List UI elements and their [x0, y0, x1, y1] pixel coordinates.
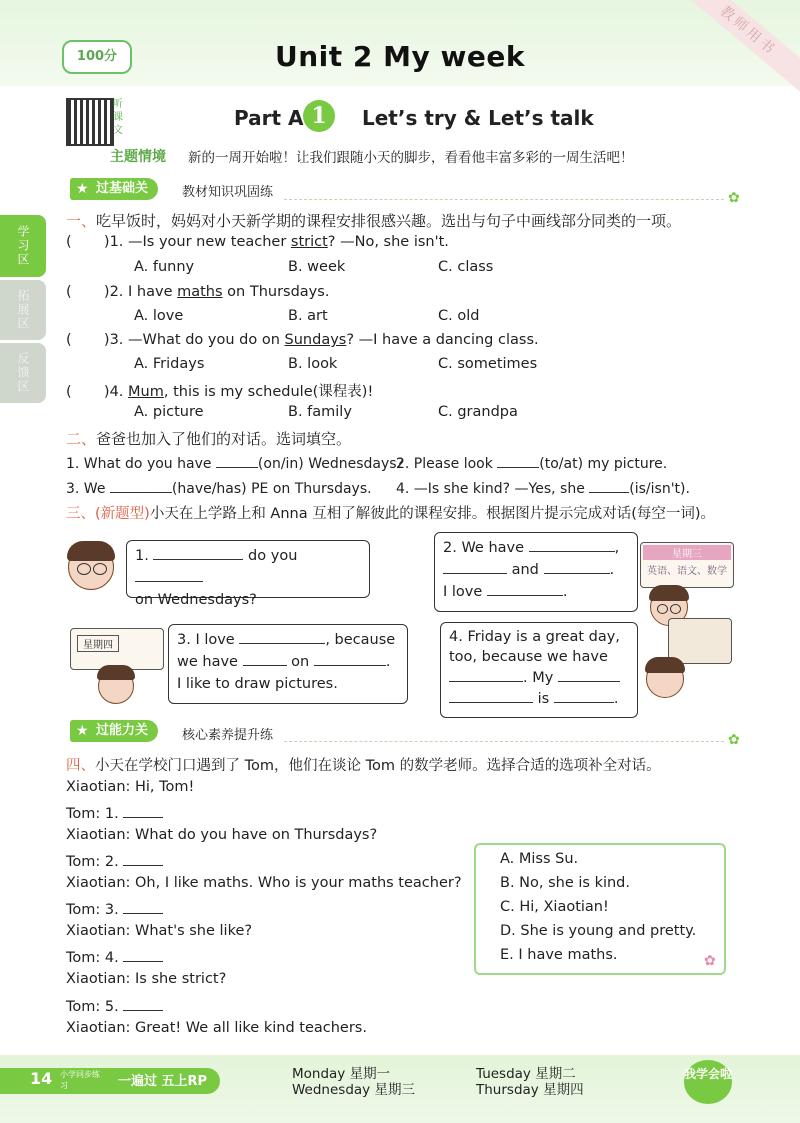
fill-blank[interactable]: [110, 478, 172, 493]
q1-4-option-b[interactable]: B. family: [288, 404, 352, 420]
speech-bubble-2: 2. We have , and . I love .: [434, 532, 638, 612]
option-a[interactable]: A. Miss Su.: [500, 851, 579, 867]
fill-blank[interactable]: [314, 651, 386, 666]
theme-text: 新的一周开始啦！让我们跟随小天的脚步，看看他丰富多彩的一周生活吧！: [188, 150, 634, 166]
answer-bracket[interactable]: (: [66, 234, 104, 250]
dialogue-line-3: Xiaotian: What do you have on Thursdays?: [66, 827, 378, 843]
qr-label: 听课文: [113, 99, 123, 136]
side-tab-feedback[interactable]: 反馈区: [0, 343, 46, 403]
answer-bracket[interactable]: (: [66, 284, 104, 300]
fill-blank[interactable]: [497, 453, 539, 468]
q1-item-4: ( )4. Mum, this is my schedule(课程表)!: [66, 384, 374, 400]
teacher-edition-stamp: 教师用书: [678, 0, 800, 92]
star-icon: ★: [76, 181, 89, 197]
q1-heading: 一、吃早饭时，妈妈对小天新学期的课程安排很感兴趣。选出与句子中画线部分同类的一项。: [66, 212, 682, 230]
part-title: Let’s try & Let’s talk: [362, 106, 594, 130]
fill-blank[interactable]: [529, 537, 615, 552]
speech-bubble-1: 1. do you on Wednesdays?: [126, 540, 370, 598]
vocab-monday: Monday 星期一: [292, 1066, 391, 1082]
q1-3-option-c[interactable]: C. sometimes: [438, 356, 538, 372]
fill-blank[interactable]: [123, 996, 163, 1011]
dialogue-line-1: Xiaotian: Hi, Tom!: [66, 779, 195, 795]
side-tab-extend[interactable]: 拓展区: [0, 280, 46, 340]
qr-code-icon[interactable]: [66, 98, 114, 146]
option-c[interactable]: C. Hi, Xiaotian!: [500, 899, 609, 915]
q2-line-1: 1. What do you have (on/in) Wednesdays?: [66, 453, 404, 472]
section-ability-tag: ★ 过能力关: [70, 720, 158, 742]
dialogue-line-7: Xiaotian: What's she like?: [66, 923, 253, 939]
q2-line-2: 2. Please look (to/at) my picture.: [396, 453, 667, 472]
q2-line-3: 3. We (have/has) PE on Thursdays.: [66, 478, 372, 497]
q1-1-option-b[interactable]: B. week: [288, 259, 346, 275]
answer-bracket[interactable]: (: [66, 384, 104, 400]
q1-2-option-b[interactable]: B. art: [288, 308, 328, 324]
q4-heading: 四、小天在学校门口遇到了 Tom，他们在谈论 Tom 的数学老师。选择合适的选项补全对话。: [66, 758, 661, 774]
new-question-tag: (新题型): [95, 506, 150, 522]
dialogue-line-8: Tom: 4.: [66, 947, 163, 966]
part-number-badge: 1: [303, 100, 335, 132]
fill-blank[interactable]: [153, 545, 243, 560]
dialogue-line-11: Xiaotian: Great! We all like kind teachers.: [66, 1020, 367, 1036]
speech-bubble-3: 3. I love , because we have on . I like to draw pictures.: [168, 624, 408, 704]
dialogue-line-2: Tom: 1.: [66, 803, 163, 822]
vocab-tuesday: Tuesday 星期二: [476, 1066, 576, 1082]
dialogue-line-9: Xiaotian: Is she strict?: [66, 971, 227, 987]
answer-bracket[interactable]: (: [66, 332, 104, 348]
fill-blank[interactable]: [243, 651, 287, 666]
clover-icon: ✿: [728, 190, 740, 206]
section-basic-subtitle: 教材知识巩固练: [182, 185, 274, 200]
fill-blank[interactable]: [123, 947, 163, 962]
dialogue-line-10: Tom: 5.: [66, 996, 163, 1015]
q1-4-option-a[interactable]: A. picture: [134, 404, 204, 420]
options-box: [474, 843, 726, 975]
q2-heading: 二、爸爸也加入了他们的对话。选词填空。: [66, 430, 352, 448]
q1-item-2: ( )2. I have maths on Thursdays.: [66, 284, 330, 300]
option-b[interactable]: B. No, she is kind.: [500, 875, 630, 891]
unit-title: Unit 2 My week: [275, 40, 525, 73]
theme-label: 主题情境: [110, 149, 166, 165]
footer-series-label: 小学同步练习: [60, 1070, 100, 1090]
q1-1-option-a[interactable]: A. funny: [134, 259, 195, 275]
fill-blank[interactable]: [135, 567, 203, 582]
flower-icon: ✿: [704, 953, 716, 969]
xiaotian-avatar-2: [98, 668, 134, 704]
fill-blank[interactable]: [589, 478, 629, 493]
fill-blank[interactable]: [216, 453, 258, 468]
dialogue-line-4: Tom: 2.: [66, 851, 163, 870]
vocab-wednesday: Wednesday 星期三: [292, 1082, 415, 1098]
fill-blank[interactable]: [123, 851, 163, 866]
option-d[interactable]: D. She is young and pretty.: [500, 923, 697, 939]
q3-heading: 三、(新题型)小天在上学路上和 Anna 互相了解彼此的课程安排。根据图片提示完成对话(每空一词)。: [66, 506, 716, 522]
q1-1-option-c[interactable]: C. class: [438, 259, 494, 275]
book-logo: 100分: [62, 40, 132, 74]
q2-line-4: 4. —Is she kind? —Yes, she (is/isn't).: [396, 478, 690, 497]
fill-blank[interactable]: [558, 667, 620, 682]
anna-avatar-2: [646, 660, 684, 698]
fill-blank[interactable]: [123, 803, 163, 818]
dialogue-line-5: Xiaotian: Oh, I like maths. Who is your maths teacher?: [66, 875, 462, 891]
thursday-art-picture: 星期四: [70, 628, 164, 670]
fill-blank[interactable]: [443, 559, 507, 574]
wednesday-schedule-picture: 星期三 英语、语文、数学: [640, 542, 734, 588]
footer-brand: 一遍过 五上RP: [118, 1074, 208, 1089]
q1-item-1: ( )1. —Is your new teacher strict? —No, she isn't.: [66, 234, 449, 250]
section-ability-subtitle: 核心素养提升练: [182, 728, 274, 743]
q1-3-option-b[interactable]: B. look: [288, 356, 338, 372]
q1-3-option-a[interactable]: A. Fridays: [134, 356, 205, 372]
fill-blank[interactable]: [123, 899, 163, 914]
q1-2-option-a[interactable]: A. love: [134, 308, 184, 324]
fill-blank[interactable]: [449, 688, 533, 703]
section-divider: [284, 741, 724, 742]
q1-item-3: ( )3. —What do you do on Sundays? —I have a dancing class.: [66, 332, 539, 348]
speech-bubble-4: 4. Friday is a great day, too, because we have . My is .: [440, 622, 638, 718]
page-number: 14: [30, 1069, 53, 1088]
vocab-thursday: Thursday 星期四: [476, 1082, 584, 1098]
q1-2-option-c[interactable]: C. old: [438, 308, 480, 324]
clover-icon: ✿: [728, 732, 740, 748]
i-learned-logo: 我学会啦: [684, 1060, 732, 1104]
section-basic-tag: ★ 过基础关: [70, 178, 158, 200]
fill-blank[interactable]: [554, 688, 614, 703]
dialogue-line-6: Tom: 3.: [66, 899, 163, 918]
star-icon: ★: [76, 723, 89, 739]
fill-blank[interactable]: [487, 581, 563, 596]
friday-music-picture: [668, 618, 732, 664]
xiaotian-avatar: [68, 544, 114, 590]
side-tab-study[interactable]: 学习区: [0, 215, 46, 277]
fill-blank[interactable]: [544, 559, 610, 574]
fill-blank[interactable]: [239, 629, 325, 644]
fill-blank[interactable]: [449, 667, 523, 682]
option-e[interactable]: E. I have maths.: [500, 947, 618, 963]
section-divider: [284, 199, 724, 200]
q1-4-option-c[interactable]: C. grandpa: [438, 404, 518, 420]
part-label: Part A: [234, 106, 304, 130]
